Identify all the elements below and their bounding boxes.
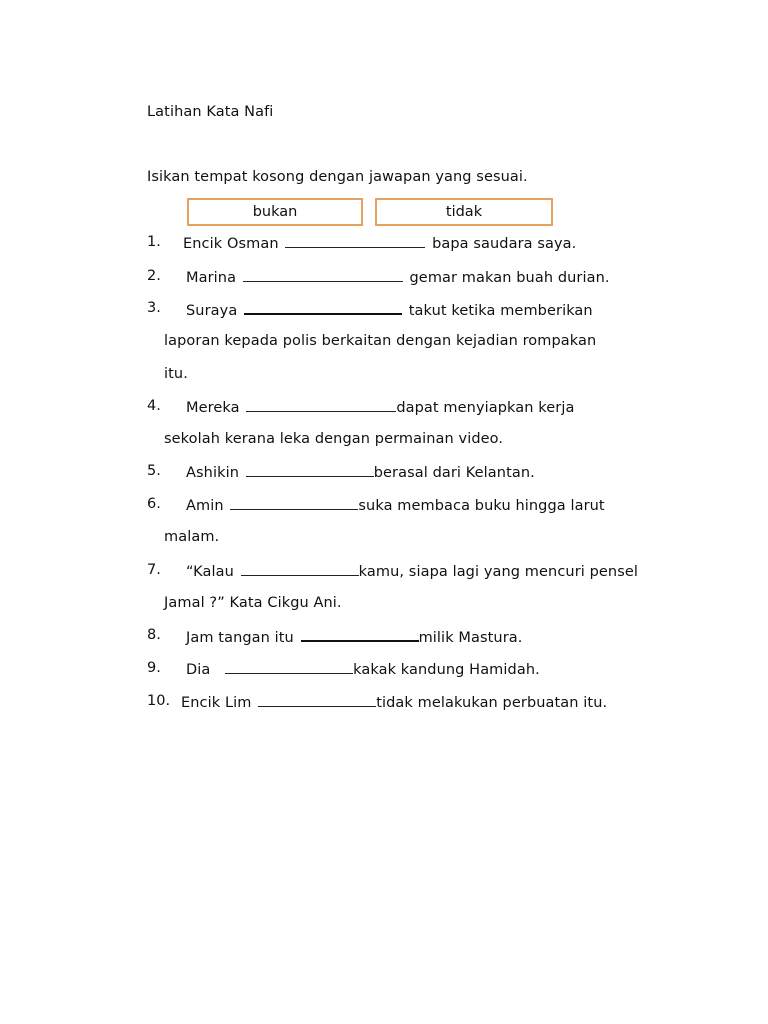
- question-line: [183, 234, 576, 252]
- answer-blank[interactable]: [246, 463, 374, 477]
- question-continuation: Jamal ?” Kata Cikgu Ani.: [164, 595, 342, 611]
- question-text-after: dapat menyiapkan kerja: [396, 400, 575, 416]
- question-text-before: Suraya: [186, 303, 238, 319]
- answer-blank[interactable]: [246, 398, 396, 412]
- question-text-after: tidak melakukan perbuatan itu.: [376, 695, 608, 711]
- question-text-after: kakak kandung Hamidah.: [353, 662, 540, 678]
- question-text-after: berasal dari Kelantan.: [373, 465, 535, 481]
- answer-blank[interactable]: [301, 627, 419, 642]
- question-line: [186, 562, 638, 580]
- question-number: 2.: [147, 268, 161, 284]
- question-number: 10.: [147, 693, 171, 709]
- question-text-before: “Kalau: [186, 564, 234, 580]
- word-bank-box: bukan: [187, 198, 363, 226]
- answer-blank[interactable]: [230, 496, 358, 510]
- question-line: [181, 693, 607, 711]
- question-text-after: milik Mastura.: [418, 630, 523, 646]
- question-number: 3.: [147, 300, 161, 316]
- question-continuation: malam.: [164, 529, 220, 545]
- answer-blank[interactable]: [258, 693, 376, 707]
- question-text-before: Jam tangan itu: [186, 630, 294, 646]
- question-number: 4.: [147, 398, 161, 414]
- question-line: [186, 627, 522, 646]
- question-text-before: Encik Osman: [183, 236, 279, 252]
- question-text-before: Mereka: [186, 400, 240, 416]
- question-line: [186, 496, 605, 514]
- question-number: 1.: [147, 234, 161, 250]
- question-text-after: gemar makan buah durian.: [409, 270, 610, 286]
- question-line: [186, 660, 540, 678]
- answer-blank[interactable]: [241, 562, 359, 576]
- question-number: 8.: [147, 627, 161, 643]
- question-text-after: suka membaca buku hingga larut: [358, 498, 605, 514]
- question-line: [186, 268, 610, 286]
- question-text-before: Marina: [186, 270, 237, 286]
- question-text-after: bapa saudara saya.: [432, 236, 577, 252]
- question-number: 6.: [147, 496, 161, 512]
- question-line: [186, 398, 574, 416]
- question-continuation: itu.: [164, 366, 188, 382]
- question-number: 9.: [147, 660, 161, 676]
- question-text-before: Amin: [186, 498, 224, 514]
- question-number: 7.: [147, 562, 161, 578]
- answer-blank[interactable]: [244, 300, 402, 315]
- question-continuation: sekolah kerana leka dengan permainan video.: [164, 431, 504, 447]
- answer-blank[interactable]: [285, 234, 425, 248]
- question-text-before: Encik Lim: [181, 695, 252, 711]
- word-bank-box: tidak: [375, 198, 553, 226]
- worksheet-title: Latihan Kata Nafi: [147, 104, 274, 120]
- instruction-text: Isikan tempat kosong dengan jawapan yang sesuai.: [147, 169, 528, 185]
- question-line: [186, 300, 593, 319]
- question-number: 5.: [147, 463, 161, 479]
- question-continuation: laporan kepada polis berkaitan dengan kejadian rompakan: [164, 333, 597, 349]
- question-text-after: kamu, siapa lagi yang mencuri pensel: [358, 564, 639, 580]
- answer-blank[interactable]: [225, 660, 353, 674]
- question-text-before: Dia: [186, 662, 211, 678]
- question-text-before: Ashikin: [186, 465, 240, 481]
- question-line: [186, 463, 535, 481]
- question-text-after: takut ketika memberikan: [408, 303, 593, 319]
- answer-blank[interactable]: [243, 268, 403, 282]
